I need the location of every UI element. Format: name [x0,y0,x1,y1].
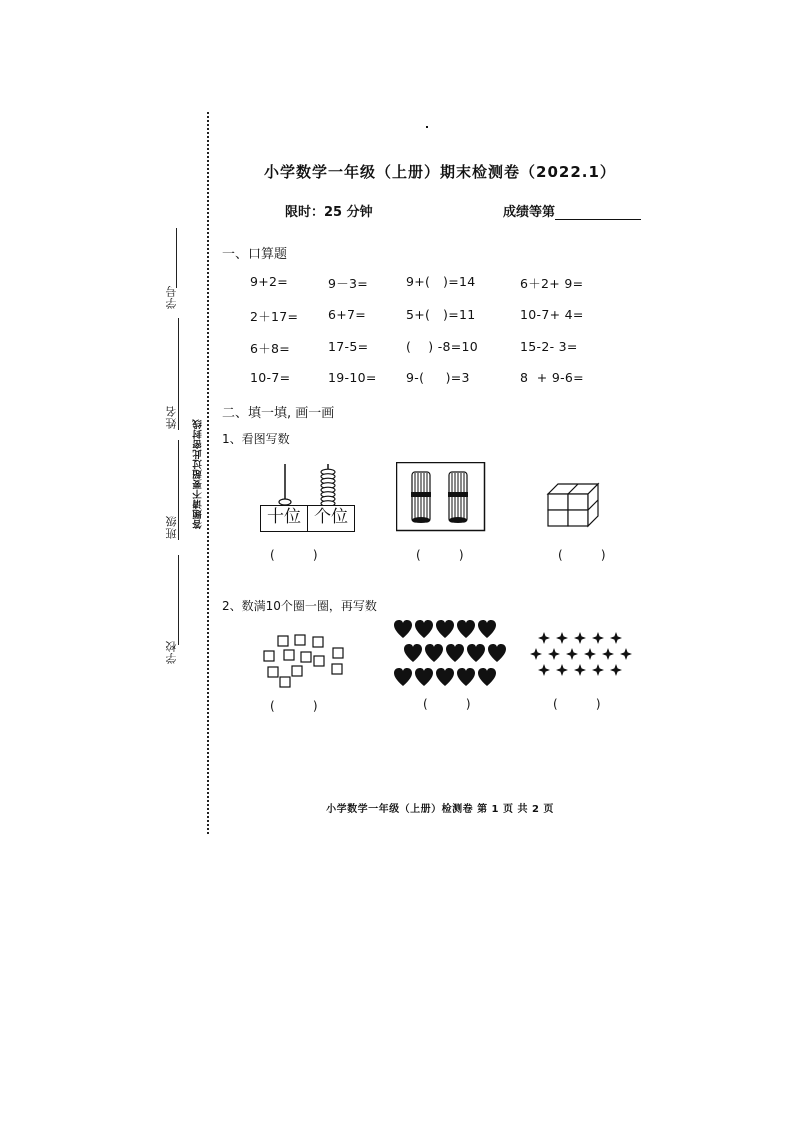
ones-place-box: 个位 [307,505,355,532]
grade-field [503,201,641,220]
q-row4-col4: 8 + 9-6= [520,370,584,385]
answer-hearts[interactable]: ( ) [423,697,471,711]
q-row1-col2: 9－3= [328,276,369,291]
q-row4-col3: 9-( )=3 [406,370,470,385]
q-row1-col3: 9+( )=14 [406,274,476,289]
hearts-figure [392,618,508,694]
stars-figure [528,630,634,690]
square-icons [264,635,343,687]
grade-input-line[interactable] [555,205,641,220]
page-footer: 小学数学一年级（上册）检测卷 第 1 页 共 2 页 [326,804,554,815]
q-row1-col4: 6＋2+ 9= [520,276,584,291]
answer-sticks[interactable]: ( ) [416,548,464,562]
scan-dot [426,126,428,128]
student-no-label: 学号 [165,285,178,309]
seal-note: 答题请不要超过此密封线 [193,419,204,529]
student-no-line [176,228,177,288]
stick-bundle-icon [411,472,431,523]
page-title: 小学数学一年级（上册）期末检测卷（2022.1） [264,163,616,181]
q-row3-col4: 15-2- 3= [520,339,578,354]
q-row3-col2: 17-5= [328,339,369,354]
cubes-figure [546,482,604,530]
time-limit: 限时：25 分钟 [285,205,373,220]
ones-beads [321,469,335,506]
q-row2-col4: 10-7+ 4= [520,307,584,322]
seal-dotted-line [207,112,209,834]
answer-abacus[interactable]: ( ) [270,548,318,562]
stick-bundle-icon [448,472,468,523]
q-row2-col2: 6+7= [328,307,367,322]
answer-stars[interactable]: ( ) [553,697,601,711]
answer-squares[interactable]: ( ) [270,699,318,713]
q-row3-col3: ( ) -8=10 [406,339,479,354]
school-line [178,555,179,645]
q1-title: 1、看图写数 [222,432,290,446]
stick-bundles-figure [396,462,486,532]
q-row1-col1: 9+2= [250,274,289,289]
star-icons [530,632,632,676]
section2-title: 二、填一填, 画一画 [222,406,335,421]
q-row4-col2: 19-10= [328,370,377,385]
tens-place-box: 十位 [260,505,308,532]
name-line [178,318,179,430]
q-row2-col3: 5+( )=11 [406,307,476,322]
squares-figure [262,634,352,690]
grade-label: 成绩等第 [503,205,556,220]
school-label: 学校 [165,640,178,664]
section1-title: 一、口算题 [222,247,288,262]
q-row2-col1: 2＋17= [250,309,299,324]
class-line [178,440,179,540]
q-row3-col1: 6＋8= [250,341,291,356]
q2-title: 2、数满10个圈一圈，再写数 [222,599,377,613]
q-row4-col1: 10-7= [250,370,291,385]
heart-icons [394,620,506,686]
answer-cubes[interactable]: ( ) [558,548,606,562]
name-label: 姓名 [165,405,178,429]
class-label: 班级 [165,515,178,539]
